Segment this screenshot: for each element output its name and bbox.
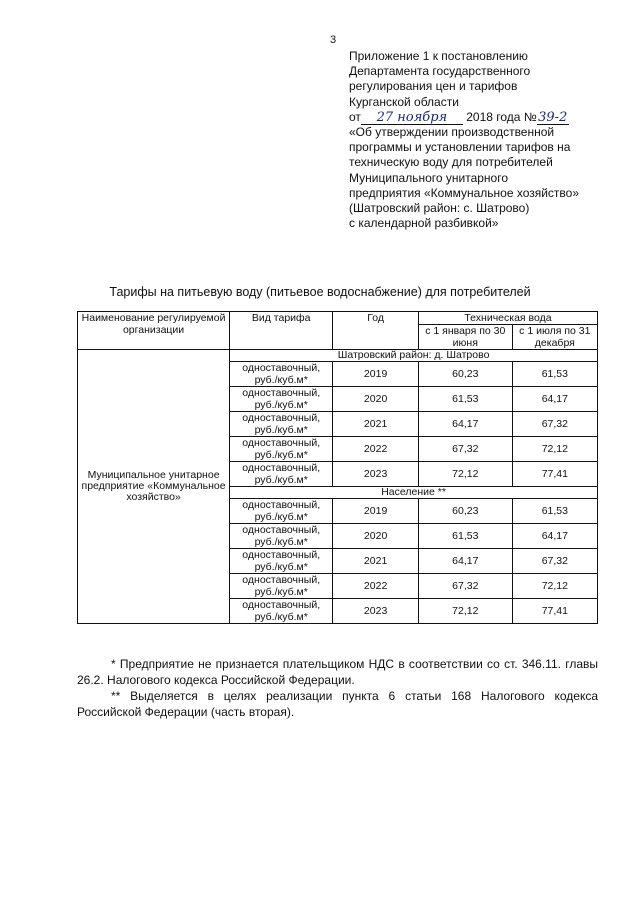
cell-tariff-type: одноставочный, руб./куб.м* xyxy=(230,549,333,574)
header-row xyxy=(78,312,598,325)
organization-name: Муниципальное унитарное предприятие «Коммунальное хозяйство» xyxy=(78,350,230,624)
appendix-line: регулирования цен и тарифов xyxy=(349,79,518,94)
appendix-block xyxy=(349,49,619,231)
cell-half2: 72,12 xyxy=(512,574,597,599)
subject-line: программы и установлении тарифов на xyxy=(349,140,571,155)
footnote-population: ** Выделяется в целях реализации пункта 6 статьи 168 Налогового кодекса Российской Федерации (часть вторая). xyxy=(77,689,598,719)
document-title: Тарифы на питьевую воду (питьевое водоснабжение) для потребителей xyxy=(109,285,531,299)
cell-half1: 61,53 xyxy=(418,387,512,412)
subject-line: с календарной разбивкой» xyxy=(349,216,499,231)
cell-half2: 61,53 xyxy=(512,499,597,524)
header-year: Год xyxy=(333,312,419,350)
section-label: Шатровский район: д. Шатрово xyxy=(230,350,598,362)
cell-half2: 72,12 xyxy=(512,437,597,462)
cell-tariff-type: одноставочный, руб./куб.м* xyxy=(230,462,333,487)
cell-half1: 61,53 xyxy=(418,524,512,549)
page-number: 3 xyxy=(330,34,337,46)
cell-half2: 77,41 xyxy=(512,599,597,624)
cell-year: 2022 xyxy=(333,574,419,599)
subject-line: предприятия «Коммунальное хозяйство» xyxy=(349,185,580,200)
subject-line: техническую воду для потребителей xyxy=(349,155,553,170)
handwritten-number: 39-2 xyxy=(538,109,568,125)
cell-tariff-type: одноставочный, руб./куб.м* xyxy=(230,499,333,524)
cell-year: 2021 xyxy=(333,412,419,437)
subject-line: Муниципального унитарного xyxy=(349,170,509,185)
cell-year: 2020 xyxy=(333,387,419,412)
header-org: Наименование регулируемой организации xyxy=(78,312,230,350)
cell-year: 2022 xyxy=(333,437,419,462)
cell-half2: 64,17 xyxy=(512,524,597,549)
cell-tariff-type: одноставочный, руб./куб.м* xyxy=(230,599,333,624)
header-tariff-type: Вид тарифа xyxy=(230,312,333,350)
cell-tariff-type: одноставочный, руб./куб.м* xyxy=(230,362,333,387)
cell-half1: 72,12 xyxy=(418,599,512,624)
cell-half1: 60,23 xyxy=(418,499,512,524)
table-body xyxy=(78,350,598,624)
header-technical-water: Техническая вода xyxy=(418,312,597,325)
cell-half1: 64,17 xyxy=(418,412,512,437)
cell-tariff-type: одноставочный, руб./куб.м* xyxy=(230,437,333,462)
footnotes xyxy=(77,656,598,720)
header-half1: с 1 января по 30 июня xyxy=(418,325,512,350)
cell-year: 2023 xyxy=(333,462,419,487)
cell-tariff-type: одноставочный, руб./куб.м* xyxy=(230,412,333,437)
cell-half1: 67,32 xyxy=(418,574,512,599)
appendix-line: Курганской области xyxy=(349,94,459,109)
cell-half1: 67,32 xyxy=(418,437,512,462)
cell-half2: 61,53 xyxy=(512,362,597,387)
cell-tariff-type: одноставочный, руб./куб.м* xyxy=(230,387,333,412)
subject-line: (Шатровский район: с. Шатрово) xyxy=(349,201,530,216)
cell-tariff-type: одноставочный, руб./куб.м* xyxy=(230,574,333,599)
subject-line: «Об утверждении производственной xyxy=(349,125,555,140)
cell-year: 2019 xyxy=(333,362,419,387)
cell-half2: 64,17 xyxy=(512,387,597,412)
cell-year: 2023 xyxy=(333,599,419,624)
appendix-line: Приложение 1 к постановлению xyxy=(349,49,528,63)
cell-half1: 60,23 xyxy=(418,362,512,387)
cell-half1: 64,17 xyxy=(418,549,512,574)
appendix-date-line xyxy=(349,110,619,125)
tariff-table xyxy=(77,311,598,624)
cell-half2: 67,32 xyxy=(512,549,597,574)
appendix-line: Департамента государственного xyxy=(349,64,531,79)
cell-year: 2021 xyxy=(333,549,419,574)
cell-year: 2019 xyxy=(333,499,419,524)
cell-half2: 77,41 xyxy=(512,462,597,487)
section-row xyxy=(78,350,598,362)
date-suffix: 2018 года № xyxy=(466,109,537,124)
handwritten-date: 27 ноября xyxy=(361,111,463,125)
cell-tariff-type: одноставочный, руб./куб.м* xyxy=(230,524,333,549)
cell-half2: 67,32 xyxy=(512,412,597,437)
footnote-vat: * Предприятие не признается плательщиком НДС в соответствии со ст. 346.11. главы 26.2. Налогового кодекса Российской Федерации. xyxy=(77,657,598,687)
header-half2: с 1 июля по 31 декабря xyxy=(512,325,597,350)
cell-year: 2020 xyxy=(333,524,419,549)
section-label: Население ** xyxy=(230,487,598,499)
cell-half1: 72,12 xyxy=(418,462,512,487)
date-prefix: от xyxy=(349,109,361,124)
